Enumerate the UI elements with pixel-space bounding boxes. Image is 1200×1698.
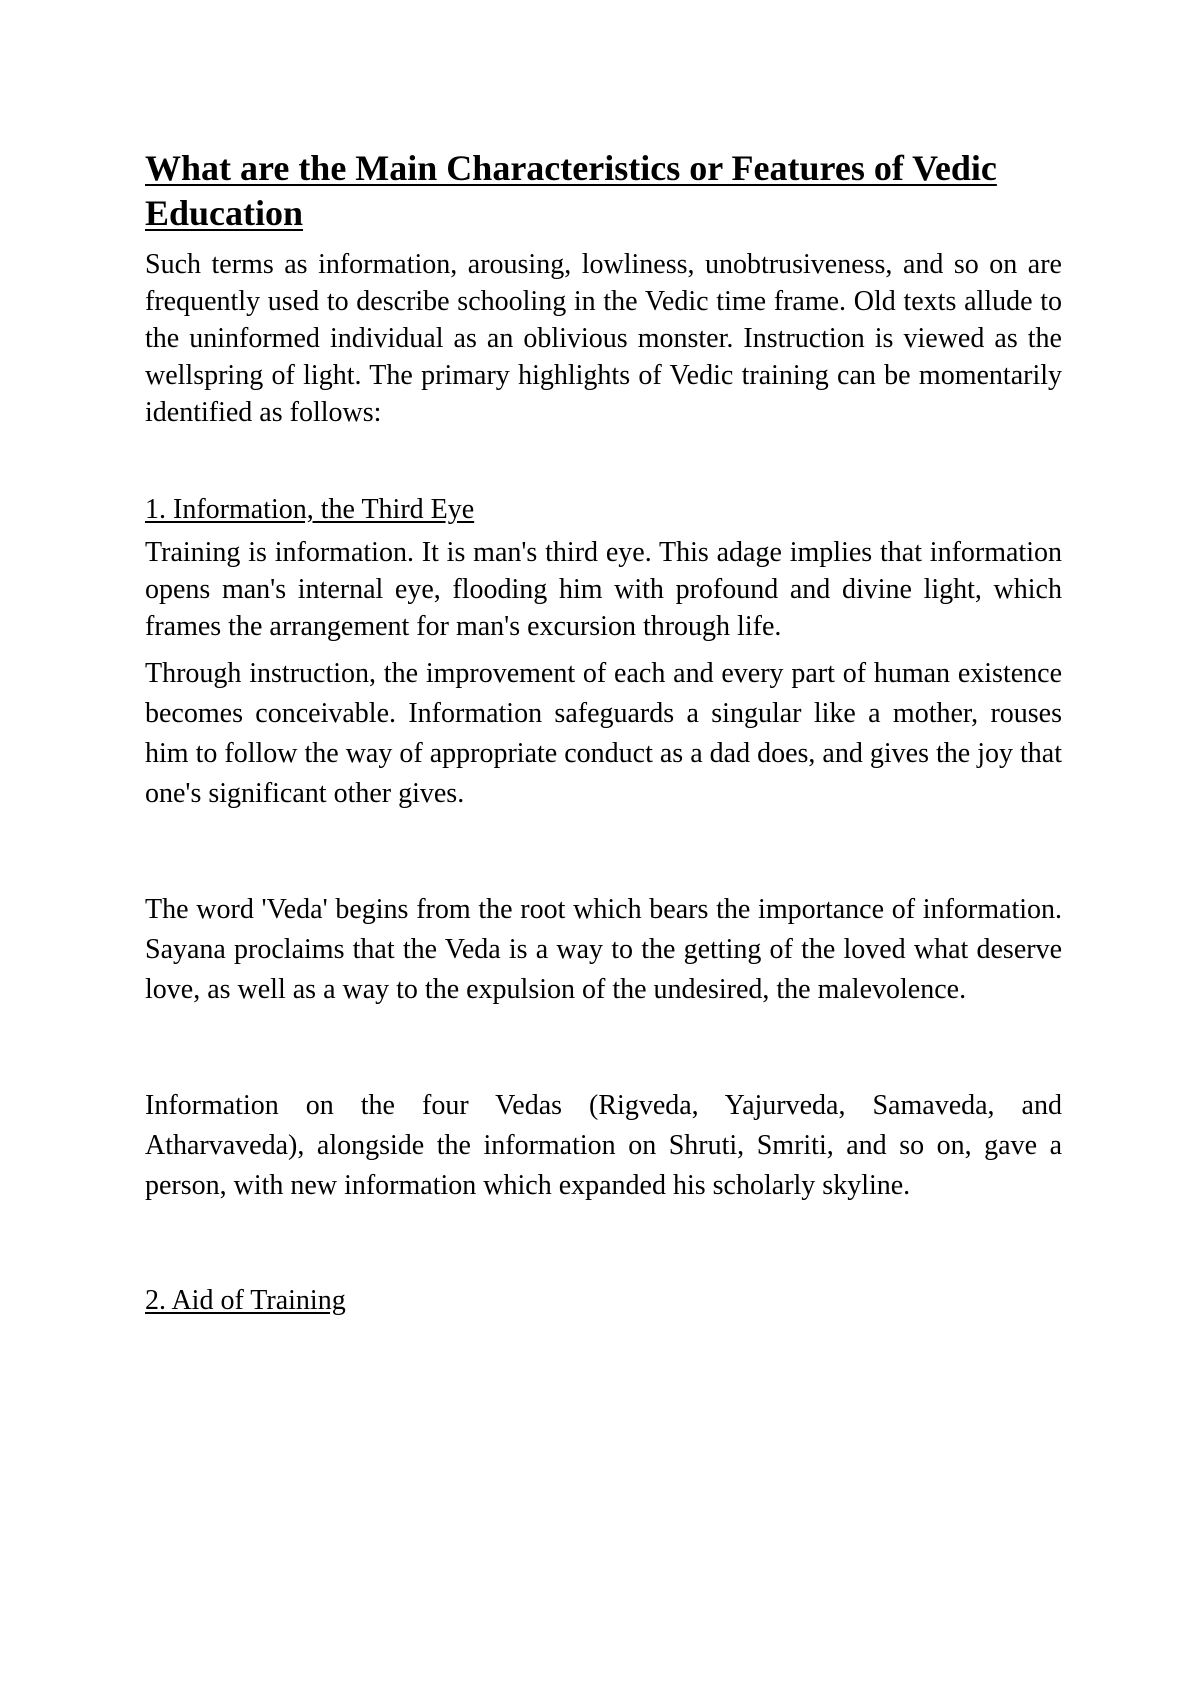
spacer (145, 1010, 1062, 1086)
document-page (145, 146, 1062, 1319)
document-title: What are the Main Characteristics or Features of Vedic Education (145, 148, 997, 233)
section1-paragraph-2: Through instruction, the improvement of each and every part of human existence becomes conceivable. Information safeguards a singular like a mother, rouses him to follow the way of appropriate conduct as a dad does, and gives the joy that one's significant other gives. (145, 658, 1062, 809)
spacer (145, 1206, 1062, 1282)
section1-paragraph-4: Information on the four Vedas (Rigveda, Yajurveda, Samaveda, and Atharvaveda), alongside the information on Shruti, Smriti, and so on, gave a person, with new information which expanded his scholarly skyline. (145, 1090, 1062, 1201)
section-heading-2: 2. Aid of Training (145, 1285, 346, 1316)
spacer (145, 431, 1062, 491)
intro-paragraph: Such terms as information, arousing, lowliness, unobtrusiveness, and so on are frequently used to describe schooling in the Vedic time frame. Old texts allude to the uninformed individual as an oblivious monster. Instruction is viewed as the wellspring of light. The primary highlights of Vedic training can be momentarily identified as follows: (145, 249, 1062, 428)
section1-paragraph-3: The word 'Veda' begins from the root which bears the importance of information. Sayana proclaims that the Veda is a way to the getting of the loved what deserve love, as well as a way to the expulsion of the undesired, the malevolence. (145, 894, 1062, 1005)
section1-paragraph-1: Training is information. It is man's third eye. This adage implies that information opens man's internal eye, flooding him with profound and divine light, which frames the arrangement for man's excursion through life. (145, 537, 1062, 642)
spacer (145, 814, 1062, 890)
section-heading-1: 1. Information, the Third Eye (145, 494, 475, 525)
